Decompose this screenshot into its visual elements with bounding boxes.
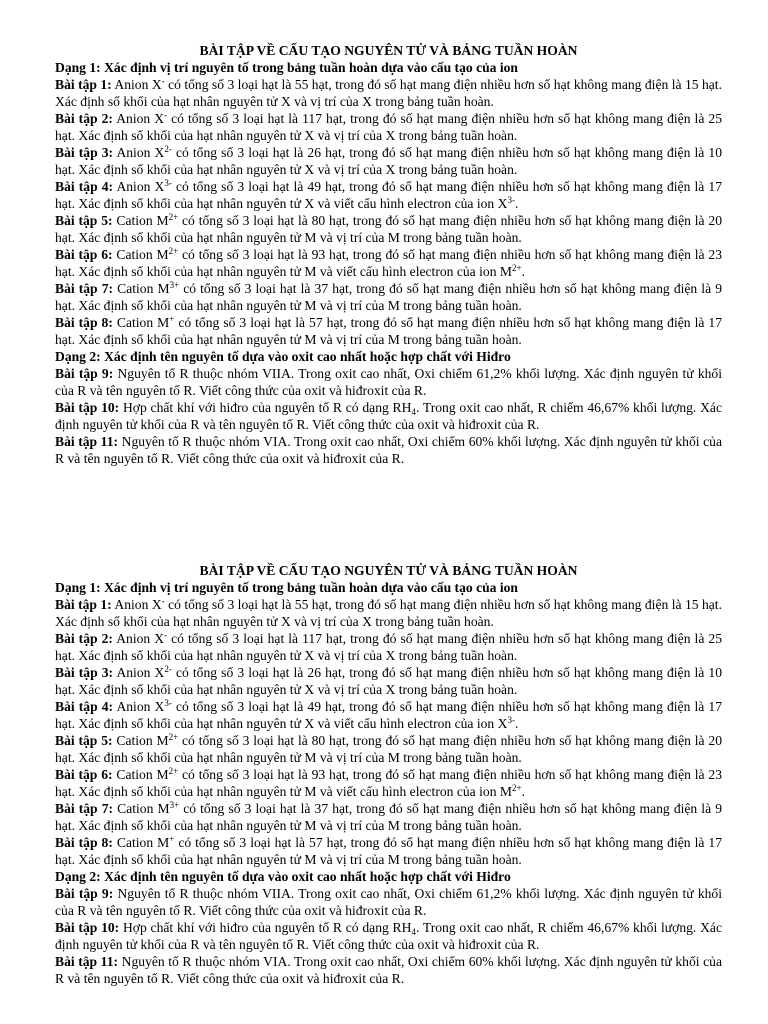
exercise-list — [55, 365, 722, 467]
exercise-label: Bài tập 4: — [55, 699, 114, 714]
exercise-text: Anion X — [116, 699, 165, 714]
ion-charge-superscript: 3- — [164, 698, 172, 708]
exercise-text: . Trong oxit cao nhất, R chiếm 46,67% khối lượng. Xác định nguyên tử khối của R và tên nguyên tố R. Viết công thức của oxit và hiđroxit của R. — [55, 400, 722, 432]
exercise-label: Bài tập 1: — [55, 597, 112, 612]
exercise-item — [55, 766, 722, 800]
exercise-text: có tổng số 3 loại hạt là 117 hạt, trong đó số hạt mang điện nhiều hơn số hạt không mang điện là 25 hạt. Xác định số khối của hạt nhân nguyên tử X và vị trí của X trong bảng tuần hoàn. — [55, 111, 722, 143]
exercise-text: Hợp chất khí với hiđro của nguyên tố R có dạng RH — [122, 920, 412, 935]
exercise-text: có tổng số 3 loại hạt là 37 hạt, trong đó số hạt mang điện nhiều hơn số hạt không mang điện là 9 hạt. Xác định số khối của hạt nhân nguyên tử M và vị trí của M trong bảng tuần hoàn. — [55, 281, 723, 313]
ion-charge-superscript: + — [169, 314, 175, 324]
ion-charge-superscript: 2+ — [168, 246, 179, 256]
exercise-text: Anion X — [116, 665, 165, 680]
exercise-item — [55, 433, 722, 467]
exercise-item — [55, 76, 722, 110]
exercise-label: Bài tập 3: — [55, 665, 114, 680]
ion-charge-superscript: 3- — [507, 715, 515, 725]
ion-charge-superscript: 2- — [164, 144, 172, 154]
exercise-text: có tổng số 3 loại hạt là 55 hạt, trong đó số hạt mang điện nhiều hơn số hạt không mang điện là 15 hạt. Xác định số khối của hạt nhân nguyên tử X và vị trí của X trong bảng tuần hoàn. — [55, 77, 722, 109]
ion-charge-superscript: 2+ — [511, 263, 522, 273]
exercise-item — [55, 178, 722, 212]
exercise-text: Anion X — [116, 631, 165, 646]
exercise-item — [55, 110, 722, 144]
exercise-label: Bài tập 5: — [55, 213, 113, 228]
ion-charge-superscript: 3+ — [169, 800, 180, 810]
exercise-text: có tổng số 3 loại hạt là 93 hạt, trong đó số hạt mang điện nhiều hơn số hạt không mang điện là 23 hạt. Xác định số khối của hạt nhân nguyên tử M và viết cấu hình electron của ion M — [55, 247, 723, 279]
exercise-item — [55, 596, 722, 630]
exercise-item — [55, 919, 722, 953]
exercise-item — [55, 212, 722, 246]
exercise-item — [55, 800, 722, 834]
exercise-text: có tổng số 3 loại hạt là 49 hạt, trong đó số hạt mang điện nhiều hơn số hạt không mang điện là 17 hạt. Xác định số khối của hạt nhân nguyên tử X và viết cấu hình electron của ion X — [55, 179, 722, 211]
exercise-label: Bài tập 10: — [55, 920, 120, 935]
exercise-text: Nguyên tố R thuộc nhóm VIA. Trong oxit cao nhất, Oxi chiếm 60% khối lượng. Xác định nguyên tử khối của R và tên nguyên tố R. Viết công thức của oxit và hiđroxit của R. — [55, 954, 722, 986]
exercise-text: có tổng số 3 loại hạt là 93 hạt, trong đó số hạt mang điện nhiều hơn số hạt không mang điện là 23 hạt. Xác định số khối của hạt nhân nguyên tử M và viết cấu hình electron của ion M — [55, 767, 723, 799]
page-title: BÀI TẬP VỀ CẤU TẠO NGUYÊN TỬ VÀ BẢNG TUẦN HOÀN — [199, 563, 578, 578]
exercise-text: có tổng số 3 loại hạt là 26 hạt, trong đó số hạt mang điện nhiều hơn số hạt không mang điện là 10 hạt. Xác định số khối của hạt nhân nguyên tử X và vị trí của X trong bảng tuần hoàn. — [55, 145, 722, 177]
exercise-text: có tổng số 3 loại hạt là 117 hạt, trong đó số hạt mang điện nhiều hơn số hạt không mang điện là 25 hạt. Xác định số khối của hạt nhân nguyên tử X và vị trí của X trong bảng tuần hoàn. — [55, 631, 722, 663]
exercise-text: có tổng số 3 loại hạt là 57 hạt, trong đó số hạt mang điện nhiều hơn số hạt không mang điện là 17 hạt. Xác định số khối của hạt nhân nguyên tử M và vị trí của M trong bảng tuần hoàn. — [55, 835, 723, 867]
exercise-item — [55, 953, 722, 987]
exercise-text: . — [521, 784, 525, 799]
formula-subscript: 4 — [411, 927, 416, 937]
exercise-item — [55, 834, 722, 868]
exercise-text: có tổng số 3 loại hạt là 26 hạt, trong đó số hạt mang điện nhiều hơn số hạt không mang điện là 10 hạt. Xác định số khối của hạt nhân nguyên tử X và vị trí của X trong bảng tuần hoàn. — [55, 665, 722, 697]
exercise-text: Nguyên tố R thuộc nhóm VIA. Trong oxit cao nhất, Oxi chiếm 60% khối lượng. Xác định nguyên tử khối của R và tên nguyên tố R. Viết công thức của oxit và hiđroxit của R. — [55, 434, 722, 466]
section-1-heading: Dạng 1: Xác định vị trí nguyên tố trong bảng tuần hoàn dựa vào cấu tạo của ion — [55, 580, 518, 595]
section-2-heading: Dạng 2: Xác định tên nguyên tố dựa vào oxit cao nhất hoặc hợp chất với Hiđro — [55, 869, 511, 884]
exercise-label: Bài tập 9: — [55, 886, 114, 901]
exercise-list — [55, 596, 722, 868]
exercise-label: Bài tập 7: — [55, 281, 114, 296]
exercise-item — [55, 664, 722, 698]
exercise-text: có tổng số 3 loại hạt là 80 hạt, trong đó số hạt mang điện nhiều hơn số hạt không mang điện là 20 hạt. Xác định số khối của hạt nhân nguyên tử M và vị trí của M trong bảng tuần hoàn. — [55, 733, 723, 765]
exercise-label: Bài tập 11: — [55, 434, 119, 449]
exercise-label: Bài tập 5: — [55, 733, 113, 748]
formula-subscript: 4 — [411, 407, 416, 417]
exercise-item — [55, 885, 722, 919]
exercise-text: có tổng số 3 loại hạt là 37 hạt, trong đó số hạt mang điện nhiều hơn số hạt không mang điện là 9 hạt. Xác định số khối của hạt nhân nguyên tử M và vị trí của M trong bảng tuần hoàn. — [55, 801, 723, 833]
exercise-text: Cation M — [116, 835, 170, 850]
exercise-text: Anion X — [116, 145, 165, 160]
exercise-text: có tổng số 3 loại hạt là 80 hạt, trong đó số hạt mang điện nhiều hơn số hạt không mang điện là 20 hạt. Xác định số khối của hạt nhân nguyên tử M và vị trí của M trong bảng tuần hoàn. — [55, 213, 723, 245]
exercise-list — [55, 76, 722, 348]
exercise-label: Bài tập 3: — [55, 145, 114, 160]
exercise-list — [55, 885, 722, 987]
exercise-text: có tổng số 3 loại hạt là 49 hạt, trong đó số hạt mang điện nhiều hơn số hạt không mang điện là 17 hạt. Xác định số khối của hạt nhân nguyên tử X và viết cấu hình electron của ion X — [55, 699, 722, 731]
ion-charge-superscript: 2+ — [168, 766, 179, 776]
exercise-text: Cation M — [116, 213, 169, 228]
exercise-label: Bài tập 9: — [55, 366, 114, 381]
exercise-text: Cation M — [116, 767, 169, 782]
exercise-item — [55, 246, 722, 280]
section-1-heading: Dạng 1: Xác định vị trí nguyên tố trong bảng tuần hoàn dựa vào cấu tạo của ion — [55, 60, 518, 75]
exercise-item — [55, 144, 722, 178]
exercise-item — [55, 698, 722, 732]
exercise-label: Bài tập 8: — [55, 835, 113, 850]
exercise-text: Nguyên tố R thuộc nhóm VIIA. Trong oxit cao nhất, Oxi chiếm 61,2% khối lượng. Xác định nguyên tử khối của R và tên nguyên tố R. Viết công thức của oxit và hiđroxit của R. — [55, 366, 722, 398]
exercise-item — [55, 630, 722, 664]
exercise-item — [55, 280, 722, 314]
exercise-label: Bài tập 6: — [55, 767, 113, 782]
exercise-label: Bài tập 7: — [55, 801, 114, 816]
exercise-text: Hợp chất khí với hiđro của nguyên tố R có dạng RH — [122, 400, 412, 415]
exercise-item — [55, 399, 722, 433]
exercise-text: Nguyên tố R thuộc nhóm VIIA. Trong oxit cao nhất, Oxi chiếm 61,2% khối lượng. Xác định nguyên tử khối của R và tên nguyên tố R. Viết công thức của oxit và hiđroxit của R. — [55, 886, 722, 918]
exercise-text: có tổng số 3 loại hạt là 55 hạt, trong đó số hạt mang điện nhiều hơn số hạt không mang điện là 15 hạt. Xác định số khối của hạt nhân nguyên tử X và vị trí của X trong bảng tuần hoàn. — [55, 597, 722, 629]
exercise-text: . Trong oxit cao nhất, R chiếm 46,67% khối lượng. Xác định nguyên tử khối của R và tên nguyên tố R. Viết công thức của oxit và hiđroxit của R. — [55, 920, 722, 952]
worksheet-copy-top — [55, 42, 722, 467]
ion-charge-superscript: 2+ — [168, 732, 179, 742]
ion-charge-superscript: - — [164, 630, 168, 640]
exercise-label: Bài tập 4: — [55, 179, 114, 194]
exercise-label: Bài tập 10: — [55, 400, 120, 415]
ion-charge-superscript: 2- — [164, 664, 172, 674]
exercise-text: . — [521, 264, 525, 279]
exercise-item — [55, 365, 722, 399]
ion-charge-superscript: 2+ — [168, 212, 179, 222]
page-title: BÀI TẬP VỀ CẤU TẠO NGUYÊN TỬ VÀ BẢNG TUẦN HOÀN — [199, 43, 578, 58]
section-2-heading: Dạng 2: Xác định tên nguyên tố dựa vào oxit cao nhất hoặc hợp chất với Hiđro — [55, 349, 511, 364]
ion-charge-superscript: - — [161, 596, 165, 606]
ion-charge-superscript: 2+ — [511, 783, 522, 793]
exercise-text: Cation M — [116, 315, 170, 330]
ion-charge-superscript: 3- — [507, 195, 515, 205]
exercise-text: Cation M — [117, 281, 170, 296]
exercise-label: Bài tập 1: — [55, 77, 112, 92]
ion-charge-superscript: 3- — [164, 178, 172, 188]
exercise-text: Anion X — [116, 179, 165, 194]
exercise-label: Bài tập 2: — [55, 111, 113, 126]
exercise-text: Cation M — [116, 733, 169, 748]
ion-charge-superscript: - — [161, 76, 165, 86]
exercise-label: Bài tập 2: — [55, 631, 113, 646]
exercise-text: . — [514, 196, 519, 211]
exercise-label: Bài tập 6: — [55, 247, 113, 262]
worksheet-copy-bottom — [55, 562, 722, 987]
exercise-text: Cation M — [116, 247, 169, 262]
exercise-text: Anion X — [114, 77, 162, 92]
ion-charge-superscript: - — [164, 110, 168, 120]
exercise-text: Cation M — [117, 801, 170, 816]
exercise-text: có tổng số 3 loại hạt là 57 hạt, trong đó số hạt mang điện nhiều hơn số hạt không mang điện là 17 hạt. Xác định số khối của hạt nhân nguyên tử M và vị trí của M trong bảng tuần hoàn. — [55, 315, 723, 347]
exercise-text: Anion X — [114, 597, 162, 612]
exercise-label: Bài tập 11: — [55, 954, 119, 969]
ion-charge-superscript: + — [169, 834, 175, 844]
exercise-text: . — [514, 716, 519, 731]
exercise-item — [55, 314, 722, 348]
exercise-text: Anion X — [116, 111, 165, 126]
exercise-item — [55, 732, 722, 766]
ion-charge-superscript: 3+ — [169, 280, 180, 290]
exercise-label: Bài tập 8: — [55, 315, 113, 330]
